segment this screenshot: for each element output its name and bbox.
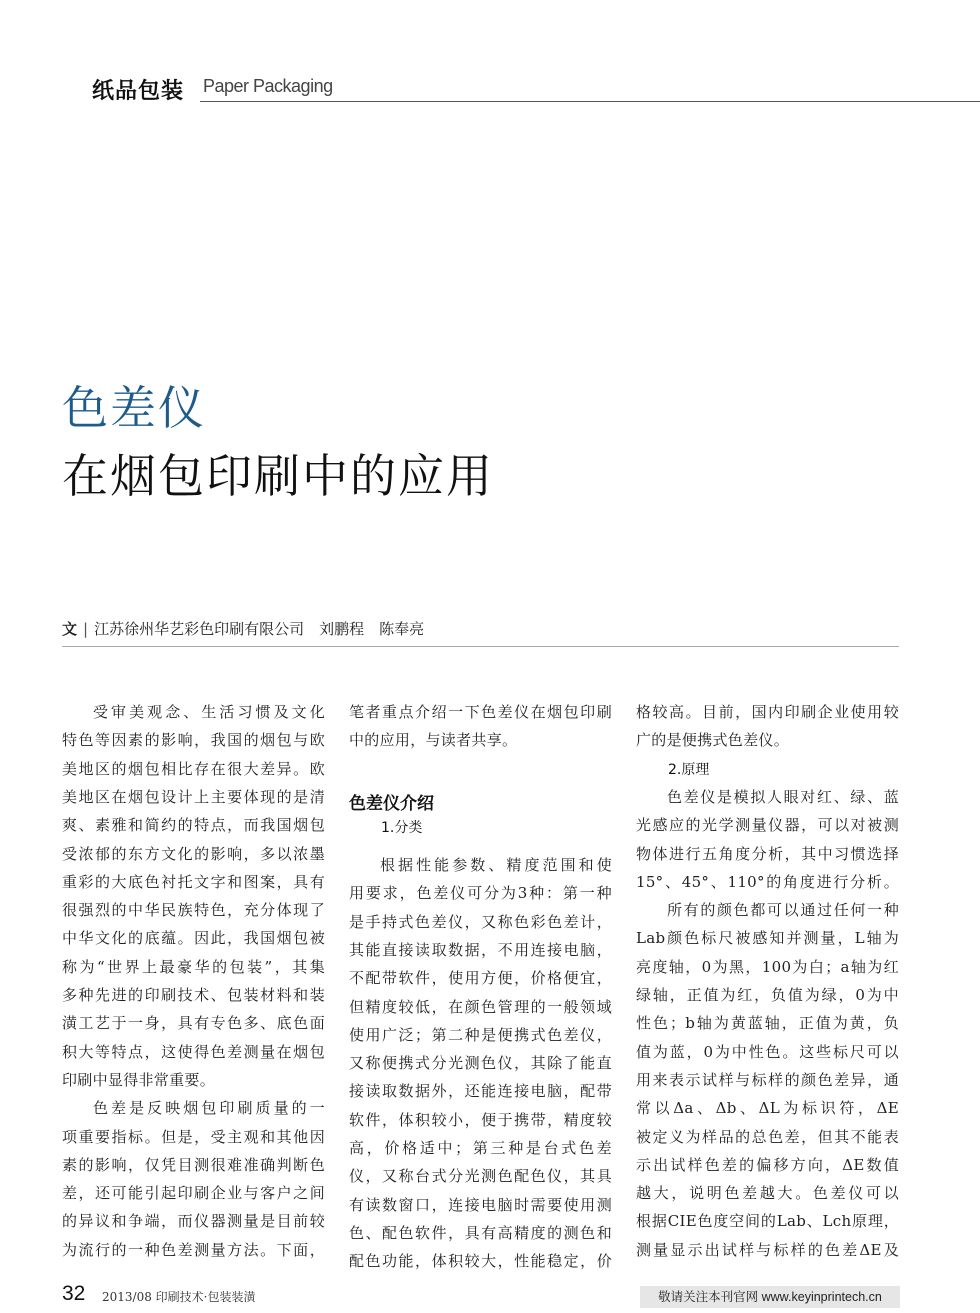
text-line: 重彩的大底色衬托文字和图案，具有	[62, 872, 325, 891]
byline-separator: |	[83, 620, 89, 638]
text-line: 是手持式色差仪，又称色彩色差计，	[349, 912, 612, 931]
header-divider	[200, 101, 980, 102]
byline	[62, 618, 424, 639]
text-line: 很强烈的中华民族特色，充分体现了	[62, 901, 325, 920]
text-line: 测量显示出试样与标样的色差ΔE及	[636, 1240, 899, 1259]
text-line: 使用广泛；第二种是便携式色差仪，	[349, 1025, 612, 1044]
text-line: 性色；b轴为黄蓝轴，正值为黄，负	[636, 1014, 899, 1033]
text-line: 多种先进的印刷技术、包装材料和装	[62, 986, 325, 1004]
text-line: 示出试样色差的偏移方向，ΔE数值	[636, 1155, 899, 1174]
website-link[interactable]: 敬请关注本刊官网 www.keyinprintech.cn	[640, 1286, 900, 1308]
text-line: 差，还可能引起印刷企业与客户之间	[62, 1184, 325, 1203]
text-line: 光感应的光学测量仪器，可以对被测	[636, 816, 899, 835]
text-line: 印刷中显得非常重要。	[62, 1070, 216, 1089]
text-line: 的异议和争端，而仪器测量是目前较	[62, 1212, 325, 1231]
text-line: 又称便携式分光测色仪，其除了能直	[349, 1054, 612, 1073]
text-line: 物体进行五角度分析，其中习惯选择	[636, 844, 899, 863]
text-line: 爽、素雅和简约的特点，而我国烟包	[62, 816, 325, 835]
text-line: 用来表示试样与标样的颜色差异，通	[636, 1070, 899, 1089]
text-line: 不配带软件，使用方便，价格便宜，	[349, 969, 612, 988]
section-title-en: Paper Packaging	[203, 76, 333, 96]
article-subtitle: 在烟包印刷中的应用	[62, 449, 494, 503]
subsection-heading: 2.原理	[668, 761, 710, 778]
text-line: 软件，体积较小，便于携带，精度较	[349, 1110, 612, 1129]
text-line: 配色功能，体积较大，性能稳定，价	[349, 1252, 612, 1271]
text-line: 15°、45°、110°的角度进行分析。	[636, 872, 899, 891]
text-line: 色、配色软件，具有高精度的测色和	[349, 1223, 612, 1242]
text-line: 受浓郁的东方文化的影响，多以浓墨	[62, 844, 325, 863]
text-line: 美地区在烟包设计上主要体现的是清	[62, 787, 325, 806]
text-line: 绿轴，正值为红，负值为绿，0为中	[636, 986, 899, 1004]
text-line: Lab颜色标尺被感知并测量，L轴为	[636, 929, 899, 948]
text-line: 所有的颜色都可以通过任何一种	[667, 901, 899, 920]
text-line: 值为蓝，0为中性色。这些标尺可以	[636, 1042, 899, 1061]
text-line: 色差仪是模拟人眼对红、绿、蓝	[667, 787, 899, 806]
section-heading: 色差仪介绍	[349, 794, 434, 814]
text-line: 高，价格适中；第三种是台式色差	[349, 1139, 612, 1157]
text-line: 根据性能参数、精度范围和使	[380, 856, 612, 874]
text-line: 常以Δa、Δb、ΔL为标识符，ΔE	[636, 1099, 899, 1118]
text-line: 素的影响，仅凭目测很难准确判断色	[62, 1155, 325, 1174]
text-line: 中华文化的底蕴。因此，我国烟包被	[62, 929, 325, 948]
text-line: 仪，又称台式分光测色配色仪，其具	[349, 1167, 612, 1186]
text-line: 但精度较低，在颜色管理的一般领域	[349, 997, 612, 1016]
text-line: 其能直接读取数据，不用连接电脑，	[349, 940, 612, 959]
text-line: 项重要指标。但是，受主观和其他因	[62, 1127, 325, 1146]
text-line: 特色等因素的影响，我国的烟包与欧	[62, 731, 325, 750]
text-line: 笔者重点介绍一下色差仪在烟包印刷	[349, 703, 612, 721]
section-title: 纸品包装	[92, 79, 185, 104]
byline-authors: 刘鹏程 陈奉亮	[319, 620, 425, 638]
text-line: 有读数窗口，连接电脑时需要使用测	[349, 1195, 612, 1214]
text-line: 中的应用，与读者共享。	[349, 731, 518, 750]
article-title: 色差仪	[62, 381, 206, 435]
text-line: 格较高。目前，国内印刷企业使用较	[636, 703, 899, 721]
text-line: 色差是反映烟包印刷质量的一	[93, 1099, 325, 1118]
text-line: 越大，说明色差越大。色差仪可以	[636, 1184, 899, 1203]
text-line: 被定义为样品的总色差，但其不能表	[636, 1127, 899, 1146]
text-line: 根据CIE色度空间的Lab、Lch原理，	[636, 1212, 899, 1231]
text-line: 亮度轴，0为黑，100为白；a轴为红	[636, 957, 899, 976]
byline-label: 文	[62, 620, 78, 638]
byline-divider	[62, 646, 899, 647]
text-line: 广的是便携式色差仪。	[636, 731, 790, 750]
page-number: 32	[62, 1282, 86, 1305]
text-line: 美地区的烟包相比存在很大差异。欧	[62, 759, 325, 778]
text-line: 用要求，色差仪可分为3种：第一种	[349, 884, 612, 903]
text-line: 称为“世界上最豪华的包装”，其集	[62, 957, 325, 976]
text-line: 接读取数据外，还能连接电脑，配带	[349, 1082, 612, 1101]
text-line: 积大等特点，这使得色差测量在烟包	[62, 1042, 325, 1061]
text-line: 为流行的一种色差测量方法。下面，	[62, 1240, 325, 1259]
subsection-heading: 1.分类	[381, 820, 423, 836]
text-line: 受审美观念、生活习惯及文化	[93, 703, 325, 721]
byline-org: 江苏徐州华艺彩色印刷有限公司	[94, 620, 305, 638]
text-line: 潢工艺于一身，具有专色多、底色面	[62, 1014, 325, 1033]
issue-info: 2013/08 印刷技术·包装装潢	[102, 1290, 256, 1304]
